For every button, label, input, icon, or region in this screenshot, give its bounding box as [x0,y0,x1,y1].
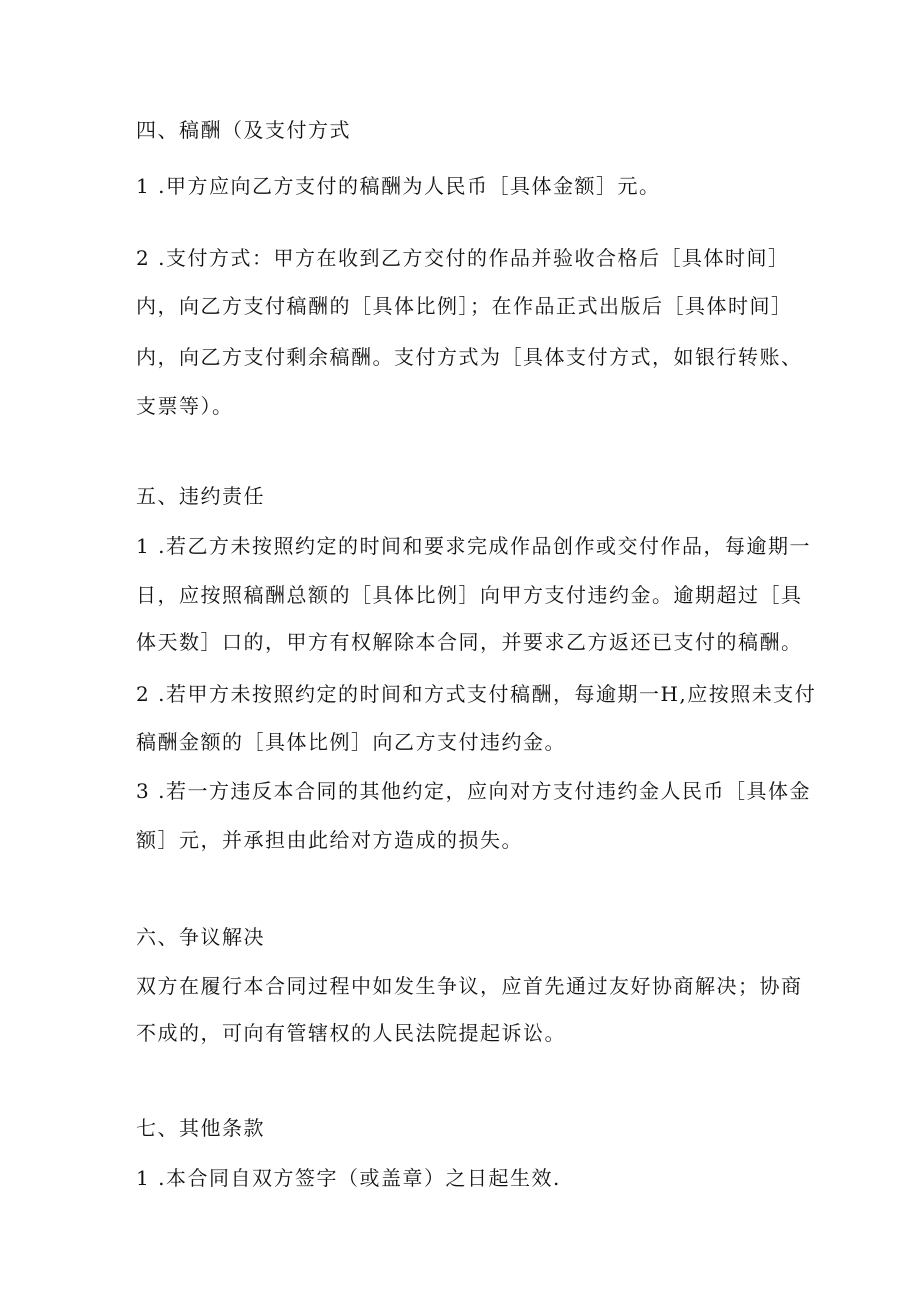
clause-author-default-line: 体天数］口的，甲方有权解除本合同，并要求乙方返还已支付的稿酬。 [136,630,803,654]
section-heading-remuneration: 四、稿酬（及支付方式 [136,118,351,142]
dispute-text-line: 不成的，可向有管辖权的人民法院提起诉讼。 [136,1021,566,1045]
clause-payment-method-line: 2 .支付方式：甲方在收到乙方交付的作品并验收合格后［具体时间］ [136,246,790,270]
clause-other-breach-line: 3 .若一方违反本合同的其他约定，应向对方支付违约金人民币［具体金 [136,779,811,803]
clause-payer-default-line: 2 .若甲方未按照约定的时间和方式支付稿酬，每逾期一H,应按照未支付 [136,682,817,706]
clause-payment-method-line: 内，向乙方支付稿酬的［具体比例］；在作品正式出版后［具体时间］ [136,294,793,318]
clause-payment-method-line: 支票等）。 [136,394,234,418]
section-heading-other-terms: 七、其他条款 [136,1116,265,1140]
section-heading-liability: 五、违约责任 [136,484,265,508]
section-heading-dispute: 六、争议解决 [136,925,265,949]
clause-payer-default-line: 稿酬金额的［具体比例］向乙方支付违约金。 [136,730,566,754]
dispute-text-line: 双方在履行本合同过程中如发生争议，应首先通过友好协商解决；协商 [136,974,803,998]
clause-author-default-line: 日，应按照稿酬总额的［具体比例］向甲方支付违约金。逾期超过［具 [136,583,803,607]
clause-remuneration-amount: 1 .甲方应向乙方支付的稿酬为人民币［具体金额］元。 [136,174,661,198]
clause-payment-method-line: 内，向乙方支付剩余稿酬。支付方式为［具体支付方式，如银行转账、 [136,345,803,369]
clause-other-breach-line: 额］元，并承担由此给对方造成的损失。 [136,828,523,852]
clause-effective-date: 1 .本合同自双方签字（或盖章）之日起生效. [136,1166,561,1190]
clause-author-default-line: 1 .若乙方未按照约定的时间和要求完成作品创作或交付作品，每逾期一 [136,534,811,558]
